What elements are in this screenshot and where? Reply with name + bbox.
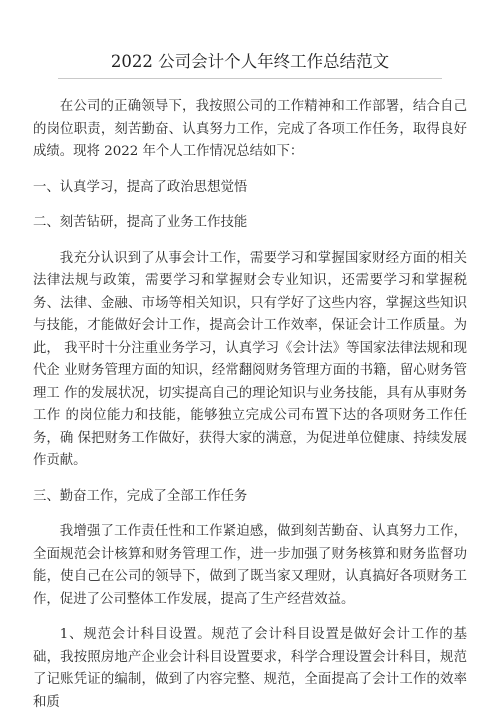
spacer bbox=[33, 473, 467, 486]
spacer bbox=[33, 164, 467, 177]
item-1-paragraph: 1、规范会计科目设置。规范了会计科目设置是做好会计工作的基础，我按照房地产企业会计科目设置要求，科学合理设置会计科目，规范了记账凭证的编制，做到了内容完整、规范，全面提高了会计工作的效率和质 bbox=[33, 627, 467, 710]
section-3-paragraph: 我增强了工作责任性和工作紧迫感，做到刻苦勤奋、认真努力工作，全面规范会计核算和财务管理工作，进一步加强了财务核算和财务监督功能，使自己在公司的领导下，做到了既当家又理财，认真搞好各项财务工作，促进了公司整体工作发展，提高了生产经营效益。 bbox=[33, 524, 467, 607]
section-heading-3: 三、勤奋工作，完成了全部工作任务 bbox=[33, 488, 248, 504]
spacer bbox=[33, 199, 467, 212]
spacer bbox=[33, 508, 467, 521]
section-heading-2: 二、刻苦钻研，提高了业务工作技能 bbox=[33, 215, 248, 230]
intro-paragraph: 在公司的正确领导下，我按照公司的工作精神和工作部署，结合自己的岗位职责，刻苦勤奋、认真努力工作，完成了各项工作任务，取得良好 成绩。现将 2022 年个人工作情况总结如下： bbox=[33, 99, 467, 159]
section-2-paragraph: 我充分认识到了从事会计工作，需要学习和掌握国家财经方面的相关法律法规与政策，需要学习和掌握财会专业知识，还需要学习和掌握税务、法律、金融、市场等相关知识，只有学好了这些内容，掌握这些知识与技能，才能做好会计工作，提高会计工作效率，保证会计工作质量。为此， 我平时十分注重业务学习，认真学习《会计法》等国家法律法规和现代企 业财务管理方面的知识，经常翻阅财务管理方面的书籍，留心财务管理工 作的发展状况，切实提高自己的理论知识与业务技能，具有从事财务工作 的岗位能力和技能，能够独立完成公司布置下达的各项财务工作任务，确 保把财务工作做好，获得大家的满意，为促进单位健康、持续发展作贡献。 bbox=[33, 250, 467, 468]
document-body bbox=[33, 96, 467, 714]
spacer bbox=[33, 235, 467, 248]
spacer bbox=[33, 611, 467, 624]
document-title: 2022 公司会计个人年终工作总结范文 bbox=[110, 52, 390, 71]
section-heading-1: 一、认真学习，提高了政治思想觉悟 bbox=[33, 179, 248, 195]
title-divider bbox=[58, 78, 442, 79]
